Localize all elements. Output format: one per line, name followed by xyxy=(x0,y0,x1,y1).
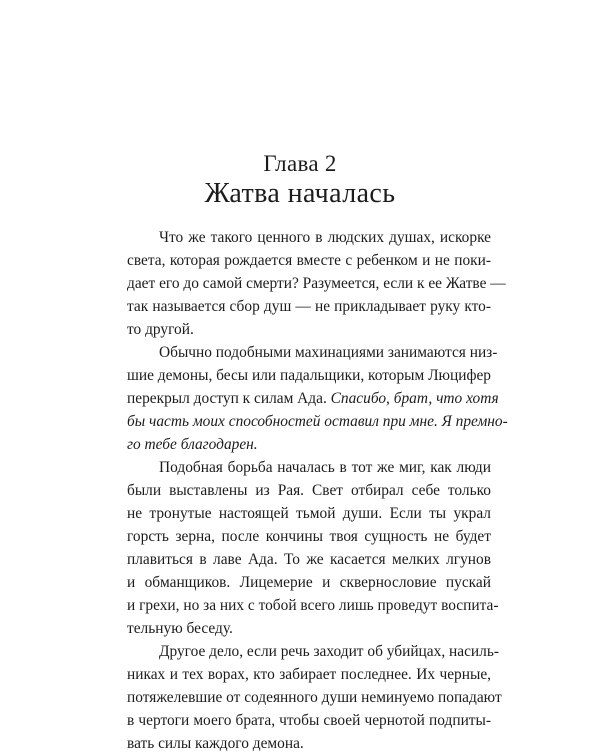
text-segment: никах и тех ворах, кто забирает последнее. Их черные, xyxy=(127,666,491,683)
text-segment: потяжелевшие от содеянного души неминуемо попадают xyxy=(127,689,502,706)
chapter-title: Жатва началась xyxy=(204,178,396,209)
chapter-number: Глава 2 xyxy=(263,151,337,176)
text-line xyxy=(127,456,491,479)
italic-text: бы часть моих способностей оставил при мне. Я премно- xyxy=(127,413,508,430)
paragraph xyxy=(127,456,499,640)
text-segment: перекрыл доступ к силам Ада. xyxy=(127,390,331,407)
chapter-body xyxy=(127,226,508,755)
paragraph xyxy=(127,640,502,755)
text-line xyxy=(127,295,491,318)
paragraph xyxy=(127,341,508,456)
text-segment: света, которая рождается вместе с ребенком и не поки- xyxy=(127,252,491,269)
text-line xyxy=(127,548,491,571)
text-line xyxy=(127,226,491,249)
text-line xyxy=(127,594,499,617)
text-line xyxy=(127,640,499,663)
text-segment: дает его до самой смерти? Разумеется, если к ее Жатве — xyxy=(127,275,506,292)
text-line xyxy=(127,433,491,456)
text-segment: в чертоги моего брата, чтобы своей чернотой подпиты- xyxy=(127,712,491,729)
text-segment: Подобная борьба началась в тот же миг, как люди xyxy=(159,459,491,476)
text-segment: тельную беседу. xyxy=(127,620,233,637)
text-segment: не тронутые настоящей тьмой души. Если ты украл xyxy=(127,505,491,522)
text-segment: то другой. xyxy=(127,321,194,338)
text-line xyxy=(127,249,491,272)
text-segment: Другое дело, если речь заходит об убийцах, насиль- xyxy=(159,643,499,660)
text-line xyxy=(127,318,491,341)
text-line xyxy=(127,732,491,755)
text-segment: вать силы каждого демона. xyxy=(127,735,304,752)
text-line xyxy=(127,479,491,502)
text-line xyxy=(127,663,491,686)
text-line xyxy=(127,709,491,732)
text-segment: горсть зерна, после кончины твоя сущность не будет xyxy=(127,528,491,545)
text-line xyxy=(127,571,491,594)
text-line xyxy=(127,686,502,709)
text-line xyxy=(127,364,491,387)
text-line xyxy=(127,341,498,364)
text-line xyxy=(127,617,491,640)
text-segment: и обманщиков. Лицемерие и сквернословие пускай xyxy=(127,574,491,591)
text-segment: Обычно подобными махинациями занимаются низ- xyxy=(159,344,498,361)
text-segment: были выставлены из Рая. Свет отбирал себе только xyxy=(127,482,491,499)
paragraph xyxy=(127,226,506,341)
italic-text: го тебе благодарен. xyxy=(127,436,258,453)
text-line xyxy=(127,525,491,548)
text-segment: так называется сбор душ — не прикладывает руку кто- xyxy=(127,298,491,315)
text-line xyxy=(127,272,506,295)
italic-text: Спасибо, брат, что хотя xyxy=(330,390,499,407)
text-segment: Что же такого ценного в людских душах, искорке xyxy=(159,229,491,246)
text-line xyxy=(127,502,491,525)
text-line xyxy=(127,410,508,433)
text-segment: шие демоны, бесы или падальщики, которым Люцифер xyxy=(127,367,491,384)
text-segment: плавиться в лаве Ада. То же касается мелких лгунов xyxy=(127,551,491,568)
text-segment: и грехи, но за них с тобой всего лишь проведут воспита- xyxy=(127,597,499,614)
text-line xyxy=(127,387,499,410)
